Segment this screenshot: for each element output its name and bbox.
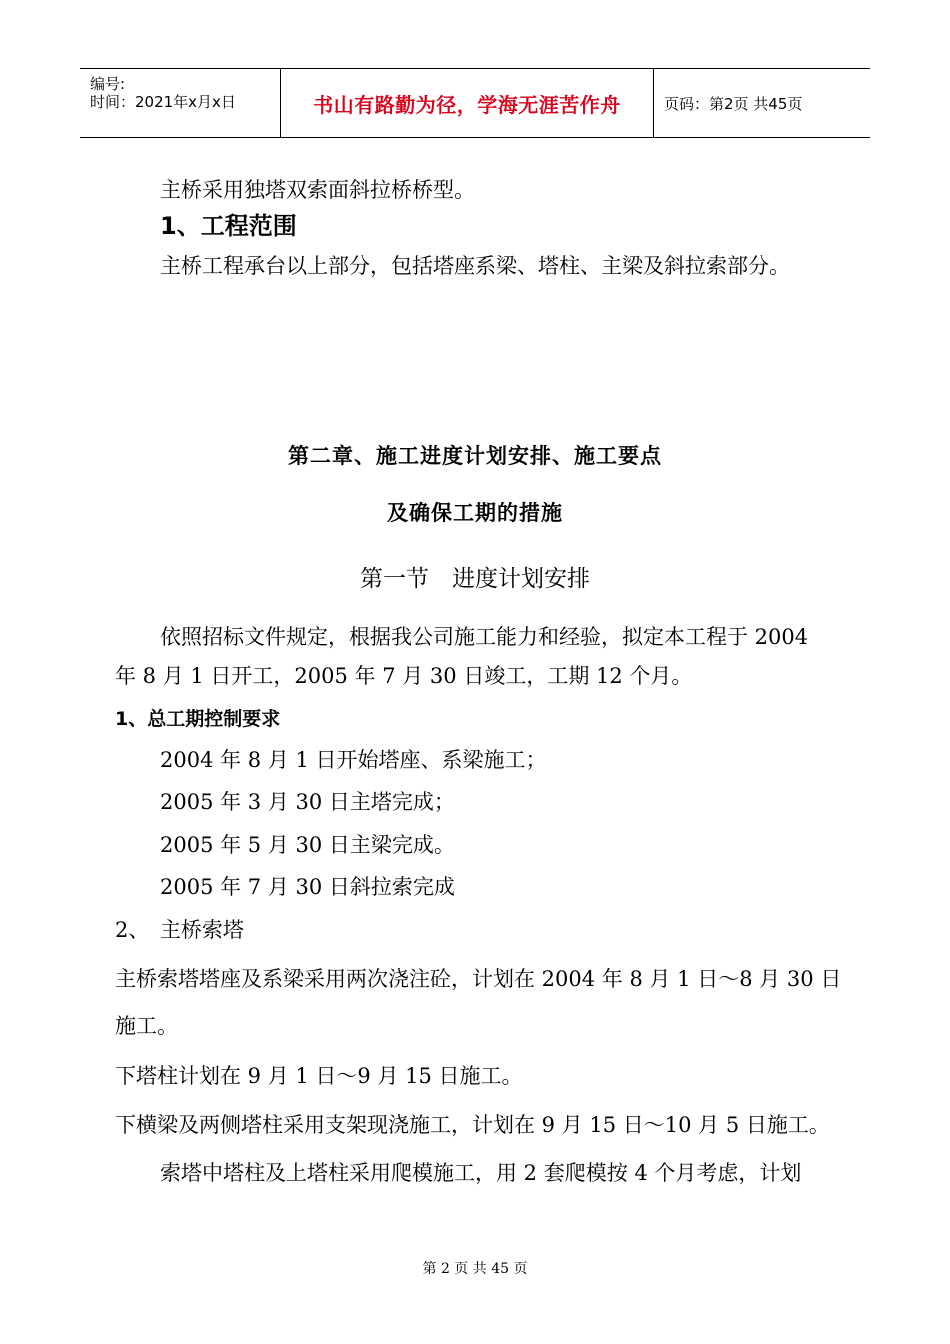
item1-line: 2005 年 7 月 30 日斜拉索完成 xyxy=(160,875,455,899)
item1-line: 2005 年 5 月 30 日主梁完成。 xyxy=(160,833,455,857)
header-meta-cell xyxy=(80,69,281,137)
item2-line: 下塔柱计划在 9 月 1 日～9 月 15 日施工。 xyxy=(115,1064,523,1088)
page-footer: 第 2 页 共 45 页 xyxy=(422,1261,528,1277)
chapter-title-line-2: 及确保工期的措施 xyxy=(387,500,563,525)
para1-line2: 年 8 月 1 日开工，2005 年 7 月 30 日竣工，工期 12 个月。 xyxy=(115,664,693,688)
item2-line: 索塔中塔柱及上塔柱采用爬模施工，用 2 套爬模按 4 个月考虑，计划 xyxy=(160,1161,802,1185)
intro-text: 主桥采用独塔双索面斜拉桥桥型。 xyxy=(160,178,475,202)
chapter-title-line-1: 第二章、施工进度计划安排、施工要点 xyxy=(288,443,662,468)
section-title: 第一节 进度计划安排 xyxy=(360,566,590,592)
para1-line1: 依照招标文件规定，根据我公司施工能力和经验，拟定本工程于 2004 xyxy=(160,625,809,649)
item1-heading: 1、总工期控制要求 xyxy=(115,708,281,730)
header-page-info: 页码：第2页 共45页 xyxy=(664,94,803,113)
header-motto: 书山有路勤为径，学海无涯苦作舟 xyxy=(313,92,621,117)
scope-text: 主桥工程承台以上部分，包括塔座系梁、塔柱、主梁及斜拉索部分。 xyxy=(160,254,790,278)
doc-time-label: 时间：2021年x月x日 xyxy=(90,93,236,111)
item2-line: 下横梁及两侧塔柱采用支架现浇施工，计划在 9 月 15 日～10 月 5 日施工。 xyxy=(115,1113,830,1137)
item2-line: 施工。 xyxy=(115,1014,178,1038)
item1-line: 2004 年 8 月 1 日开始塔座、系梁施工； xyxy=(160,748,547,772)
scope-heading: 1、工程范围 xyxy=(160,212,297,240)
doc-number-label: 编号: xyxy=(90,75,126,93)
item2-line: 主桥索塔塔座及系梁采用两次浇注砼，计划在 2004 年 8 月 1 日～8 月 30 日 xyxy=(115,967,842,991)
item1-line: 2005 年 3 月 30 日主塔完成； xyxy=(160,790,455,814)
header-motto-cell xyxy=(281,69,654,137)
item2-heading: 2、 主桥索塔 xyxy=(115,918,244,942)
page-header-table xyxy=(80,68,870,138)
